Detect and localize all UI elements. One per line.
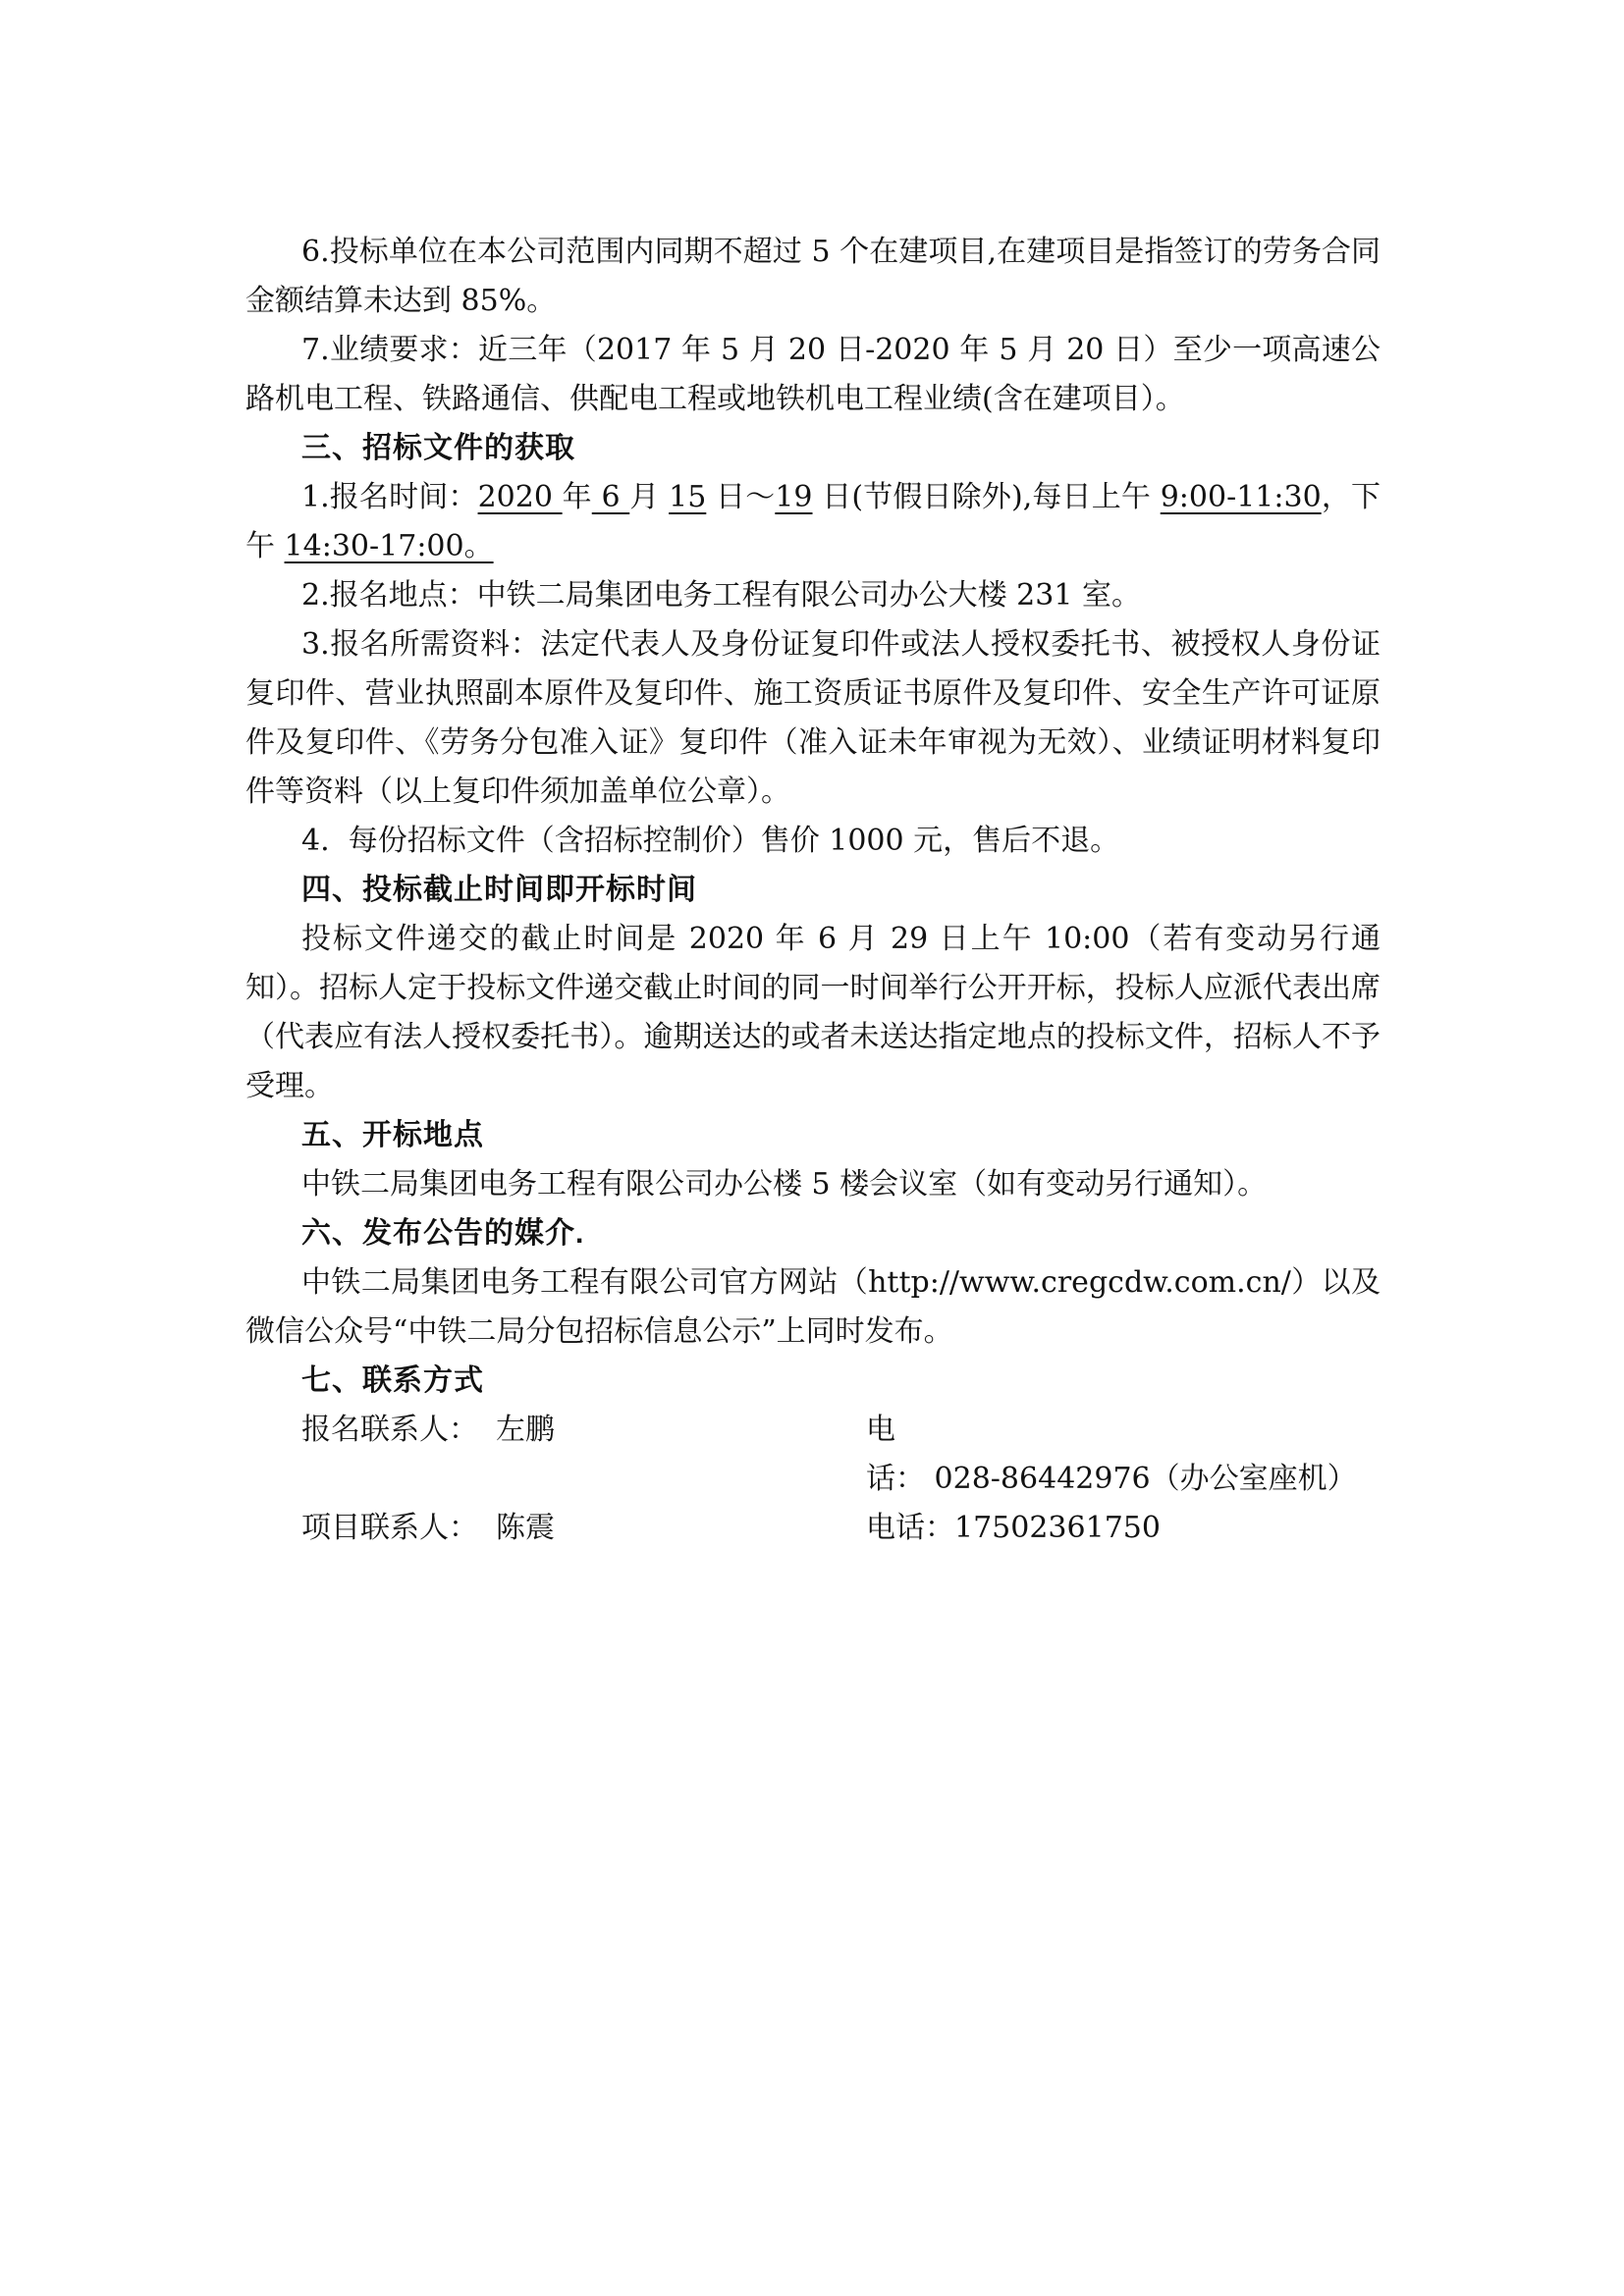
signup-time-start-day: 15 (669, 480, 707, 514)
contact-project-left (245, 1504, 866, 1553)
contact-signup-phone: 028-86442976（办公室座机） (925, 1462, 1357, 1496)
contact-project-phone-label: 电话： (866, 1511, 954, 1545)
paragraph-opening-place: 中铁二局集团电务工程有限公司办公楼 5 楼会议室（如有变动另行通知）。 (301, 1167, 1268, 1201)
contact-signup-left (245, 1406, 866, 1504)
paragraph-signup-place: 2.报名地点：中铁二局集团电务工程有限公司办公大楼 231 室。 (301, 578, 1141, 613)
paragraph-bid-limit: 6.投标单位在本公司范围内同期不超过 5 个在建项目,在建项目是指签订的劳务合同金额结算未达到 85%。 (245, 235, 1380, 318)
heading-section-6-media: 六、发布公告的媒介. (301, 1217, 585, 1250)
contact-project-phone: 17502361750 (954, 1511, 1161, 1545)
paragraph-performance-requirement: 7.业绩要求：近三年（2017 年 5 月 20 日-2020 年 5 月 20 日）至少一项高速公路机电工程、铁路通信、供配电工程或地铁机电工程业绩(含在建项目）。 (245, 333, 1380, 416)
signup-time-year: 2020 (477, 480, 563, 514)
contact-signup-right (866, 1406, 1380, 1504)
signup-time-middle: 日(节假日除外),每日上午 (812, 480, 1161, 514)
signup-time-month: 6 (591, 480, 630, 514)
heading-section-7-contact: 七、联系方式 (301, 1364, 484, 1397)
paragraph-media: 中铁二局集团电务工程有限公司官方网站（http://www.cregcdw.com.cn/）以及微信公众号“中铁二局分包招标信息公示”上同时发布。 (245, 1265, 1380, 1349)
signup-time-tilde: 日～ (706, 480, 776, 514)
document-content (245, 228, 1380, 1553)
contact-signup-name: 左鹏 (496, 1413, 555, 1447)
paragraph-deadline-details: 投标文件递交的截止时间是 2020 年 6 月 29 日上午 10:00（若有变动另行通知）。招标人定于投标文件递交截止时间的同一时间举行公开开标，投标人应派代表出席（代表应有法人授权委托书）。逾期送达的或者未送达指定地点的投标文件，招标人不予受理。 (245, 922, 1380, 1103)
signup-time-morning-hours: 9:00-11:30 (1160, 480, 1322, 514)
contact-row-signup (245, 1406, 1380, 1504)
paragraph-document-price: 4. 每份招标文件（含招标控制价）售价 1000 元，售后不退。 (301, 824, 1120, 858)
contact-project-right (866, 1504, 1380, 1553)
contact-signup-label: 报名联系人： (301, 1413, 478, 1447)
heading-section-4-deadline: 四、投标截止时间即开标时间 (301, 874, 697, 906)
contact-row-project (245, 1504, 1380, 1553)
contact-project-name: 陈震 (496, 1511, 555, 1545)
signup-time-year-char: 年 (562, 480, 592, 514)
contact-signup-phone-label: 电话： (866, 1413, 925, 1496)
signup-time-afternoon-label: ，下午 (245, 480, 1380, 563)
contact-project-label: 项目联系人： (301, 1511, 478, 1545)
paragraph-signup-time (245, 473, 1380, 571)
heading-section-5-opening-place: 五、开标地点 (301, 1119, 484, 1151)
signup-time-end-day: 19 (775, 480, 813, 514)
signup-time-prefix: 1.报名时间： (301, 480, 478, 514)
paragraph-signup-materials: 3.报名所需资料：法定代表人及身份证复印件或法人授权委托书、被授权人身份证复印件、营业执照副本原件及复印件、施工资质证书原件及复印件、安全生产许可证原件及复印件、《劳务分包准入证》复印件（准入证未年审视为无效）、业绩证明材料复印件等资料（以上复印件须加盖单位公章）。 (245, 627, 1380, 809)
signup-time-month-char: 月 (629, 480, 670, 514)
signup-time-afternoon-hours: 14:30-17:00。 (284, 529, 494, 563)
heading-section-3-obtain-documents: 三、招标文件的获取 (301, 432, 575, 464)
